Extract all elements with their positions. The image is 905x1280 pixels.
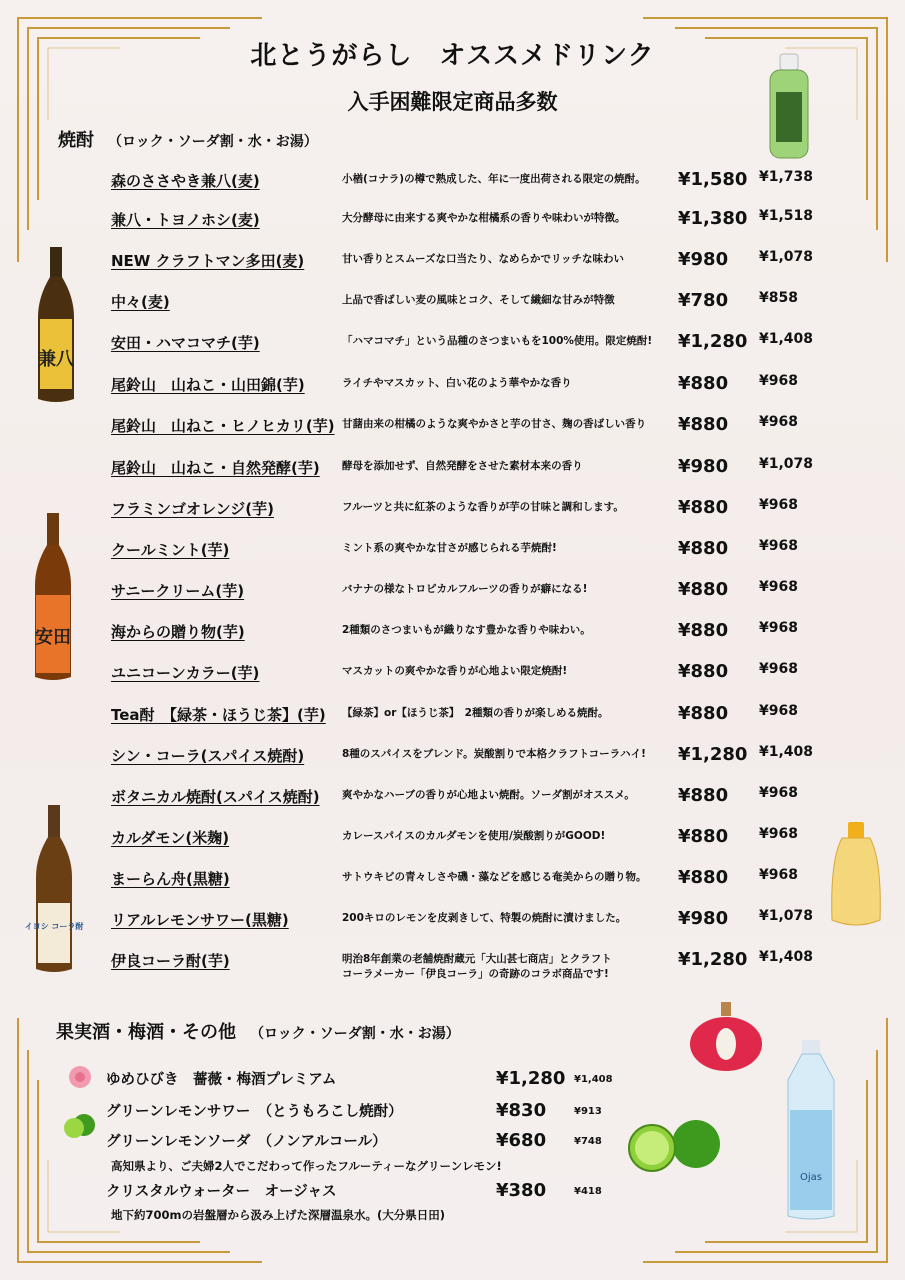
item-desc: サトウキビの青々しさや磯・藻などを感じる奄美からの贈り物。 xyxy=(342,871,647,883)
item-name: フラミンゴオレンジ(芋) xyxy=(111,500,274,518)
item-price: ¥980 xyxy=(678,908,729,929)
item-price-tax: ¥858 xyxy=(759,290,798,306)
item-desc: 甘藷由来の柑橘のような爽やかさと芋の甘さ、麹の香ばしい香り xyxy=(342,418,647,430)
item-price: ¥880 xyxy=(678,538,729,559)
shochu-heading xyxy=(58,126,318,152)
item-desc: ミント系の爽やかな甘さが感じられる芋焼酎! xyxy=(342,542,557,554)
menu-item xyxy=(0,287,905,317)
item-price-tax: ¥1,518 xyxy=(759,208,814,224)
item-note: 高知県より、ご夫婦2人でこだわって作ったフルーティーなグリーンレモン! xyxy=(111,1159,502,1173)
item-price-tax: ¥1,408 xyxy=(759,949,814,965)
yasuda-bottle-image xyxy=(30,513,76,683)
bottle-label: 安田 xyxy=(35,627,71,648)
item-name: ボタニカル焼酎(スパイス焼酎) xyxy=(111,788,320,806)
item-desc: 小楢(コナラ)の樽で熟成した、年に一度出荷される限定の焼酎。 xyxy=(342,173,646,185)
menu-item xyxy=(0,864,905,894)
green-bottle-image xyxy=(764,52,814,162)
item-name: Tea酎 【緑茶・ほうじ茶】(芋) xyxy=(111,706,326,724)
item-price: ¥980 xyxy=(678,456,729,477)
item-price: ¥1,580 xyxy=(678,169,748,190)
item-price-tax: ¥968 xyxy=(759,703,798,719)
item-price: ¥880 xyxy=(678,661,729,682)
shochu-heading-label: 焼酎 xyxy=(58,130,94,151)
item-price: ¥1,280 xyxy=(678,949,748,970)
item-desc: フルーツと共に紅茶のような香りが芋の甘味と調和します。 xyxy=(342,501,624,513)
item-price: ¥1,280 xyxy=(678,744,748,765)
item-name: NEW クラフトマン多田(麦) xyxy=(111,252,305,270)
item-name: カルダモン(米麹) xyxy=(111,829,230,847)
item-desc: 上品で香ばしい麦の風味とコク、そして繊細な甘みが特徴 xyxy=(342,294,615,306)
item-price-tax: ¥1,408 xyxy=(759,744,814,760)
item-name: まーらん舟(黒糖) xyxy=(111,870,230,888)
item-name: リアルレモンサワー(黒糖) xyxy=(111,911,289,929)
menu-item xyxy=(0,494,905,524)
fruit-heading-label: 果実酒・梅酒・その他 xyxy=(56,1022,236,1043)
item-name: グリーンレモンソーダ （ノンアルコール） xyxy=(106,1134,387,1150)
item-name: シン・コーラ(スパイス焼酎) xyxy=(111,747,305,765)
item-desc: バナナの様なトロピカルフルーツの香りが癖になる! xyxy=(342,583,588,595)
menu-item xyxy=(0,166,905,196)
item-desc: 2種類のさつまいもが織りなす豊かな香りや味わい。 xyxy=(342,624,591,636)
item-name: 尾鈴山 山ねこ・自然発酵(芋) xyxy=(111,459,320,477)
item-price-tax: ¥1,408 xyxy=(574,1074,613,1085)
item-desc: マスカットの爽やかな香りが心地よい限定焼酎! xyxy=(342,665,568,677)
lemon-pouch-image xyxy=(828,820,884,932)
menu-item xyxy=(0,741,905,771)
item-price: ¥880 xyxy=(678,414,729,435)
menu-item xyxy=(0,453,905,483)
item-desc: 8種のスパイスをブレンド。炭酸割りで本格クラフトコーラハイ! xyxy=(342,748,646,760)
item-price: ¥880 xyxy=(678,826,729,847)
item-name: 尾鈴山 山ねこ・山田錦(芋) xyxy=(111,376,305,394)
item-price-tax: ¥968 xyxy=(759,579,798,595)
item-price-tax: ¥1,408 xyxy=(759,331,814,347)
item-price-tax: ¥968 xyxy=(759,661,798,677)
menu-item xyxy=(0,905,905,935)
item-price: ¥880 xyxy=(678,373,729,394)
rose-icon xyxy=(66,1064,94,1090)
item-name: 尾鈴山 山ねこ・ヒノヒカリ(芋) xyxy=(111,417,335,435)
bottle-label: イヨシ コーラ酎 xyxy=(24,922,84,931)
item-desc-line1: 明治8年創業の老舗焼酎蔵元「大山甚七商店」とクラフト xyxy=(342,953,612,965)
item-price-tax: ¥748 xyxy=(574,1136,602,1147)
item-desc: カレースパイスのカルダモンを使用/炭酸割りがGOOD! xyxy=(342,830,606,842)
item-price-tax: ¥968 xyxy=(759,867,798,883)
item-price: ¥880 xyxy=(678,703,729,724)
item-name: 海からの贈り物(芋) xyxy=(111,623,245,641)
item-price-tax: ¥968 xyxy=(759,538,798,554)
fruit-heading-note: （ロック・ソーダ割・水・お湯） xyxy=(250,1026,460,1042)
item-price-tax: ¥1,078 xyxy=(759,908,814,924)
item-price: ¥1,280 xyxy=(496,1068,566,1089)
item-desc: 200キロのレモンを皮剥きして、特製の焼酎に漬けました。 xyxy=(342,912,627,924)
ojas-water-bottle-image xyxy=(780,1040,842,1222)
item-price: ¥880 xyxy=(678,497,729,518)
green-lemon-image xyxy=(626,1118,720,1174)
item-price-tax: ¥968 xyxy=(759,497,798,513)
item-price: ¥1,280 xyxy=(678,331,748,352)
menu-item xyxy=(0,823,905,853)
item-note: 地下約700mの岩盤層から汲み上げた深層温泉水。(大分県日田) xyxy=(111,1208,445,1222)
fruit-heading xyxy=(56,1018,460,1044)
kanehachi-bottle-image xyxy=(34,247,78,405)
menu-item xyxy=(0,370,905,400)
item-name: クリスタルウォーター オージャス xyxy=(106,1184,337,1200)
item-price-tax: ¥418 xyxy=(574,1186,602,1197)
item-name: 伊良コーラ酎(芋) xyxy=(111,952,230,970)
item-desc xyxy=(342,952,612,982)
item-price: ¥980 xyxy=(678,249,729,270)
item-price: ¥880 xyxy=(678,579,729,600)
item-price-tax: ¥968 xyxy=(759,620,798,636)
item-price-tax: ¥1,738 xyxy=(759,169,814,185)
page-title: 北とうがらし オススメドリンク xyxy=(250,41,655,71)
item-price: ¥1,380 xyxy=(678,208,748,229)
cola-shochu-bottle-image xyxy=(24,805,84,975)
item-desc: 爽やかなハーブの香りが心地よい焼酎。ソーダ割がオススメ。 xyxy=(342,789,635,801)
menu-item xyxy=(0,246,905,276)
page-subtitle: 入手困難限定商品多数 xyxy=(347,90,558,114)
item-price: ¥380 xyxy=(496,1180,547,1201)
item-price-tax: ¥1,078 xyxy=(759,249,814,265)
bottle-label: 兼八 xyxy=(38,349,74,370)
item-name: グリーンレモンサワー （とうもろこし焼酎） xyxy=(106,1104,403,1120)
item-price-tax: ¥968 xyxy=(759,826,798,842)
item-name: ゆめひびき 薔薇・梅酒プレミアム xyxy=(106,1072,337,1088)
item-name: クールミント(芋) xyxy=(111,541,230,559)
lime-icon xyxy=(62,1110,96,1140)
menu-item xyxy=(0,535,905,565)
menu-item xyxy=(0,782,905,812)
rose-umeshu-bottle-image xyxy=(686,1000,766,1072)
menu-item xyxy=(0,617,905,647)
menu-item xyxy=(0,658,905,688)
item-desc: 大分酵母に由来する爽やかな柑橘系の香りや味わいが特徴。 xyxy=(342,212,626,224)
item-price: ¥830 xyxy=(496,1100,547,1121)
item-price: ¥880 xyxy=(678,785,729,806)
menu-item xyxy=(0,328,905,358)
item-desc: 【緑茶】or【ほうじ茶】 2種類の香りが楽しめる焼酎。 xyxy=(342,707,609,719)
item-price-tax: ¥913 xyxy=(574,1106,602,1117)
menu-item xyxy=(0,700,905,730)
menu-item xyxy=(0,576,905,606)
menu-item xyxy=(0,205,905,235)
item-price: ¥680 xyxy=(496,1130,547,1151)
item-desc: 酵母を添加せず、自然発酵をさせた素材本来の香り xyxy=(342,460,583,472)
item-desc: ライチやマスカット、白い花のよう華やかな香り xyxy=(342,377,572,389)
item-desc: 「ハマコマチ」という品種のさつまいもを100%使用。限定焼酎! xyxy=(342,335,653,347)
item-name: 中々(麦) xyxy=(111,293,170,311)
item-price-tax: ¥968 xyxy=(759,785,798,801)
item-price-tax: ¥968 xyxy=(759,373,798,389)
item-name: 兼八・トヨノホシ(麦) xyxy=(111,211,260,229)
bottle-label: Ojas xyxy=(800,1172,822,1183)
item-name: サニークリーム(芋) xyxy=(111,582,245,600)
item-price: ¥880 xyxy=(678,867,729,888)
item-name: ユニコーンカラー(芋) xyxy=(111,664,260,682)
menu-item xyxy=(0,411,905,441)
item-name: 安田・ハマコマチ(芋) xyxy=(111,334,260,352)
item-desc: 甘い香りとスムーズな口当たり、なめらかでリッチな味わい xyxy=(342,253,625,265)
menu-item xyxy=(0,946,905,986)
item-name: 森のささやき兼八(麦) xyxy=(111,172,260,190)
item-desc-line2: コーラメーカー「伊良コーラ」の奇跡のコラボ商品です! xyxy=(342,968,609,980)
shochu-heading-note: （ロック・ソーダ割・水・お湯） xyxy=(108,134,318,150)
item-price: ¥880 xyxy=(678,620,729,641)
item-price-tax: ¥968 xyxy=(759,414,798,430)
item-price: ¥780 xyxy=(678,290,729,311)
item-price-tax: ¥1,078 xyxy=(759,456,814,472)
